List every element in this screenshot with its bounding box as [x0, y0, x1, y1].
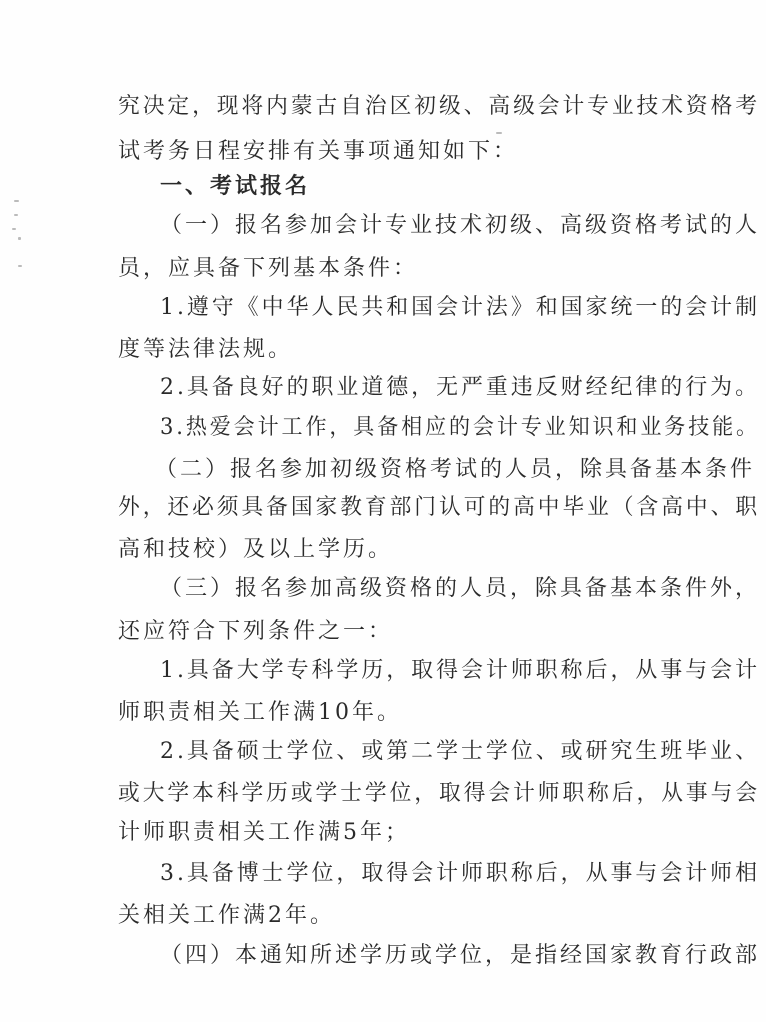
- body-line: 员，应具备下列基本条件：: [118, 256, 419, 281]
- body-line: 2.具备硕士学位、或第二学士学位、或研究生班毕业、: [160, 739, 761, 764]
- body-line: （二）报名参加初级资格考试的人员，除具备基本条件: [155, 457, 756, 482]
- body-line: 究决定，现将内蒙古自治区初级、高级会计专业技术资格考: [118, 94, 761, 119]
- body-line: 关相关工作满2年。: [118, 903, 335, 928]
- body-line: 试考务日程安排有关事项通知如下：: [118, 139, 519, 164]
- body-line: 2.具备良好的职业道德，无严重违反财经纪律的行为。: [160, 375, 761, 400]
- scan-speck: [496, 132, 502, 134]
- body-line: 1.遵守《中华人民共和国会计法》和国家统一的会计制: [160, 295, 761, 320]
- body-line: 1.具备大学专科学历，取得会计师职称后，从事与会计: [160, 658, 761, 683]
- body-line: 或大学本科学历或学士学位，取得会计师职称后，从事与会: [118, 781, 761, 806]
- body-line: 计师职责相关工作满5年；: [118, 820, 410, 845]
- body-line: 度等法律法规。: [118, 337, 294, 362]
- body-line: 外，还必须具备国家教育部门认可的高中毕业（含高中、职: [118, 495, 761, 520]
- body-line: 3.具备博士学位，取得会计师职称后，从事与会计师相: [160, 861, 761, 886]
- scan-speck: [14, 200, 19, 202]
- body-line: （四）本通知所述学历或学位，是指经国家教育行政部: [160, 943, 761, 968]
- body-line: 师职责相关工作满10年。: [118, 700, 402, 725]
- body-line: （三）报名参加高级资格的人员，除具备基本条件外，: [160, 576, 761, 601]
- scan-speck: [12, 228, 16, 230]
- scan-speck: [18, 237, 21, 240]
- body-line: 高和技校）及以上学历。: [118, 537, 394, 562]
- body-line: 3.热爱会计工作，具备相应的会计专业知识和业务技能。: [160, 415, 760, 440]
- section-heading: 一、考试报名: [160, 174, 311, 199]
- scan-speck: [14, 214, 18, 216]
- body-line: （一）报名参加会计专业技术初级、高级资格考试的人: [160, 213, 761, 238]
- scan-speck: [18, 265, 22, 267]
- body-line: 还应符合下列条件之一：: [118, 619, 394, 644]
